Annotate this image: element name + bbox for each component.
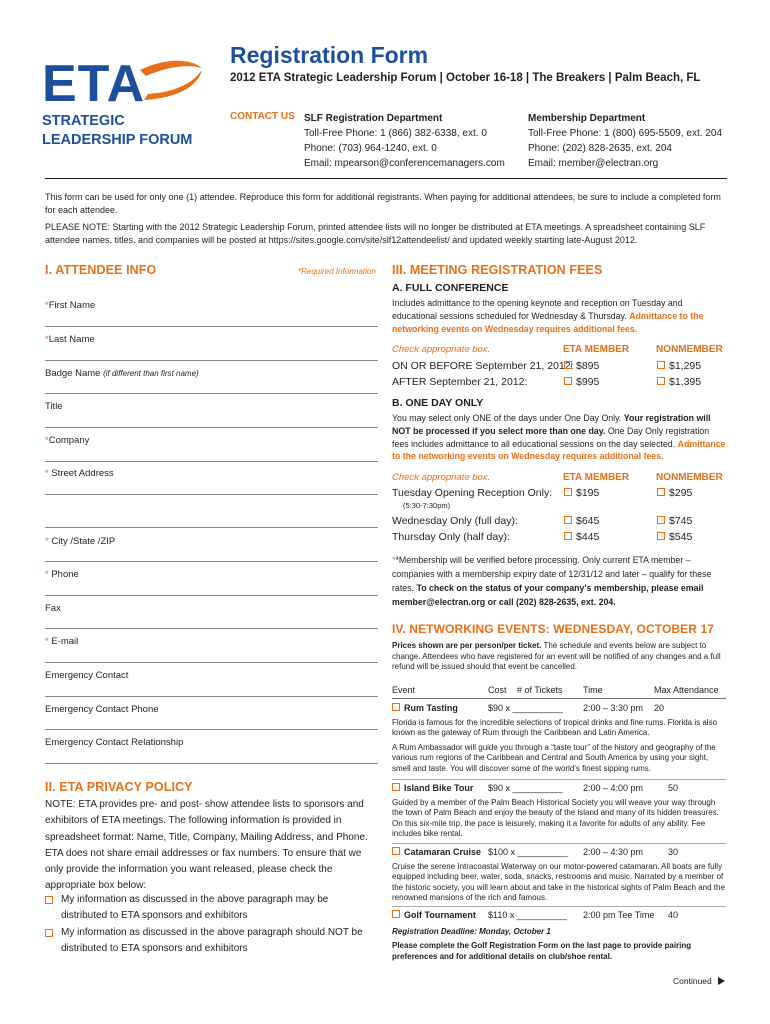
- bike-checkbox[interactable]: [392, 783, 400, 791]
- logo-line-strategic: STRATEGIC: [42, 113, 125, 129]
- privacy-may-checkbox[interactable]: [45, 896, 53, 904]
- col-cost: Cost: [488, 685, 507, 695]
- events-header-rule: [392, 698, 726, 699]
- emergency-contact-field[interactable]: [45, 696, 378, 697]
- membership-phone2: Phone: (202) 828-2635, ext. 204: [528, 143, 672, 154]
- emergency-contact-label: Emergency Contact: [45, 670, 129, 681]
- tue-member-checkbox[interactable]: [564, 488, 572, 496]
- first-name-field[interactable]: [45, 326, 378, 327]
- full-member-col: ETA MEMBER: [563, 344, 630, 355]
- full-early-nonmember-checkbox[interactable]: [657, 361, 665, 369]
- email-label: * E-mail: [45, 636, 79, 647]
- fax-label: Fax: [45, 603, 61, 614]
- oneday-check-label: Check appropriate box.: [392, 472, 491, 483]
- thu-member-checkbox[interactable]: [564, 532, 572, 540]
- title-field[interactable]: [45, 427, 378, 428]
- privacy-policy-heading: II. ETA PRIVACY POLICY: [45, 780, 193, 794]
- tuesday-time: (5:30-7:30pm): [403, 501, 451, 510]
- full-nonmember-col: NONMEMBER: [656, 344, 723, 355]
- city-state-zip-field[interactable]: [45, 561, 378, 562]
- fax-field[interactable]: [45, 628, 378, 629]
- emergency-phone-field[interactable]: [45, 729, 378, 730]
- col-event: Event: [392, 685, 416, 695]
- arrow-right-icon: [718, 977, 725, 985]
- one-day-desc: You may select only ONE of the days under One Day Only. Your registration will NOT be processed if you select more than one day. One Day Only registration fees includes admittance to all educational sessions on the day selected. Admittance to the networking events on Wednesday requires additional fees.: [392, 413, 726, 462]
- badge-name-field[interactable]: [45, 393, 378, 394]
- oneday-nonmember-col: NONMEMBER: [656, 472, 723, 483]
- logo-line-leadership: LEADERSHIP FORUM: [42, 132, 193, 148]
- emergency-relationship-label: Emergency Contact Relationship: [45, 737, 184, 748]
- membership-contact-block: [528, 111, 722, 171]
- col-tickets: # of Tickets: [517, 685, 563, 695]
- oneday-row-tuesday: Tuesday Opening Reception Only: $195 $295: [392, 487, 693, 499]
- full-row-early: ON OR BEFORE September 21, 2012: $895 $1,295: [392, 360, 702, 372]
- last-name-label: *Last Name: [45, 334, 95, 345]
- registration-deadline: Registration Deadline: Monday, October 1: [392, 927, 551, 936]
- rum-desc-2: A Rum Ambassador will guide you through a “taste tour” of the history and geography of the various rum regions of the Caribbean and Central and South America by using your sight, smell and taste. You will discover some of the world's finest sipping rums.: [392, 743, 716, 773]
- privacy-not-checkbox[interactable]: [45, 929, 53, 937]
- slf-dept-name: SLF Registration Department: [304, 113, 443, 124]
- intro-paragraph-1: This form can be used for only one (1) attendee. Reproduce this form for additional registrants. When paying for additional attendees, be sure to include a completed form for each attendee.: [45, 192, 721, 215]
- oneday-member-col: ETA MEMBER: [563, 472, 630, 483]
- full-conference-desc: Includes admittance to the opening keynote and reception on Tuesday and educational sessions scheduled for Wednesday & Thursday. Admittance to the networking events on Wednesday requires additional fees.: [392, 298, 704, 334]
- catamaran-desc: Cruise the serene Intracoastal Waterway on our motor-powered catamaran. All boats are fully equipped including beer, water, soda, snacks, restrooms and music. Narrated by a member of the historic society, you will learn about and take in the historical sights of Palm Beach and the renowned mansions of the rich and famous.: [392, 862, 725, 902]
- rum-checkbox[interactable]: [392, 703, 400, 711]
- slf-email[interactable]: Email: mpearson@conferencemanagers.com: [304, 158, 505, 169]
- tue-nonmember-checkbox[interactable]: [657, 488, 665, 496]
- emergency-relationship-field[interactable]: [45, 763, 378, 764]
- page-subtitle: 2012 ETA Strategic Leadership Forum | October 16-18 | The Breakers | Palm Beach, FL: [230, 72, 701, 84]
- membership-phone1: Toll-Free Phone: 1 (800) 695-5509, ext. 204: [528, 128, 723, 139]
- registration-fees-heading: III. MEETING REGISTRATION FEES: [392, 263, 603, 277]
- oneday-row-wednesday: Wednesday Only (full day): $645 $745: [392, 515, 693, 527]
- privacy-option-not-distribute: My information as discussed in the above paragraph should NOT be distributed to ETA sponsors and exhibitors: [45, 925, 375, 958]
- full-late-member-checkbox[interactable]: [564, 377, 572, 385]
- header-divider: [45, 178, 727, 179]
- oneday-row-thursday: Thursday Only (half day): $445 $545: [392, 531, 693, 543]
- full-check-label: Check appropriate box.: [392, 344, 491, 355]
- full-conference-heading: A. FULL CONFERENCE: [392, 282, 509, 294]
- bike-rule: [392, 843, 726, 844]
- street-address-field-2[interactable]: [45, 527, 378, 528]
- required-info-note: *Required Information: [298, 267, 376, 276]
- company-label: *Company: [45, 435, 90, 446]
- privacy-policy-text: NOTE: ETA provides pre- and post- show attendee lists to sponsors and exhibitors of ETA meetings. The following information is provided in spreadsheet format: Name, Title, Company, Mailing Address, and Phone. ETA does not share email addresses or fax numbers. To ensure that we only provide the information you want released, please check the appropriate box below:: [45, 799, 368, 892]
- networking-events-heading: IV. NETWORKING EVENTS: WEDNESDAY, OCTOBER 17: [392, 622, 715, 636]
- title-label: Title: [45, 401, 63, 412]
- city-state-zip-label: * City /State /ZIP: [45, 536, 116, 547]
- wed-nonmember-checkbox[interactable]: [657, 516, 665, 524]
- badge-name-label: Badge Name (if different than first name): [45, 368, 199, 379]
- membership-email[interactable]: Email: member@electran.org: [528, 158, 659, 169]
- catamaran-rule: [392, 906, 726, 907]
- continued-link[interactable]: Continued: [673, 976, 725, 986]
- street-address-field-1[interactable]: [45, 494, 378, 495]
- attendee-info-heading: I. ATTENDEE INFO: [45, 263, 157, 277]
- email-field[interactable]: [45, 662, 378, 663]
- rum-desc: Florida is famous for the incredible selections of tropical drinks and fine rums. Florida is also known as the gateway of Rum through the Caribbean and Latin America.: [392, 718, 718, 738]
- emergency-phone-label: Emergency Contact Phone: [45, 704, 159, 715]
- full-row-late: AFTER September 21, 2012: $995 $1,395: [392, 376, 702, 388]
- wed-member-checkbox[interactable]: [564, 516, 572, 524]
- slf-phone2: Phone: (703) 964-1240, ext. 0: [304, 143, 437, 154]
- networking-intro: Prices shown are per person/per ticket. The schedule and events below are subject to change. Attendees who have registered for an event will be notified of any changes and a full refund will be issued should that event be cancelled.: [392, 641, 721, 671]
- intro-paragraph-2: PLEASE NOTE: Starting with the 2012 Strategic Leadership Forum, printed attendee lists will no longer be distributed at ETA meetings. A spreadsheet containing SLF attendee names, titles, and companies will be posted at https://sites.google.com/site/slf12attendeelist/ and updated weekly starting late-August 2012.: [45, 222, 706, 245]
- one-day-heading: B. ONE DAY ONLY: [392, 397, 484, 409]
- phone-field[interactable]: [45, 595, 378, 596]
- company-field[interactable]: [45, 461, 378, 462]
- membership-note: **Membership will be verified before processing. Only current ETA member – companies with a membership expiry date of 12/31/12 and later – qualify for these rates. To check on the status of your company's membership, please email member@electran.org or call (202) 828-2635, ext. 204.: [392, 555, 712, 607]
- contact-us-label: CONTACT US: [230, 111, 295, 122]
- full-early-member-checkbox[interactable]: [564, 361, 572, 369]
- phone-label: * Phone: [45, 569, 79, 580]
- last-name-field[interactable]: [45, 360, 378, 361]
- street-address-label: * Street Address: [45, 468, 114, 479]
- slf-contact-block: [304, 111, 505, 171]
- bike-desc: Guided by a member of the Palm Beach Historical Society you will weave your way through the town of Palm Beach and enjoy the beauty of the island and many of its hidden treasures. On this six-mile trip, the pace is leisurely, making it a favorite for adults of any ability. Fee includes bike rental.: [392, 798, 719, 838]
- page-title: Registration Form: [230, 42, 429, 68]
- golf-note: Please complete the Golf Registration Form on the last page to provide pairing preferences and for additional details on club/shoe rental.: [392, 941, 692, 961]
- membership-dept-name: Membership Department: [528, 113, 646, 124]
- col-max: Max Attendance: [654, 685, 719, 695]
- golf-checkbox[interactable]: [392, 910, 400, 918]
- rum-rule: [392, 779, 726, 780]
- slf-phone1: Toll-Free Phone: 1 (866) 382-6338, ext. 0: [304, 128, 487, 139]
- eta-letters: ETA: [42, 55, 146, 113]
- catamaran-checkbox[interactable]: [392, 847, 400, 855]
- privacy-option-may-distribute: My information as discussed in the above paragraph may be distributed to ETA sponsors and exhibitors: [45, 892, 375, 925]
- col-time: Time: [583, 685, 603, 695]
- first-name-label: *First Name: [45, 300, 96, 311]
- full-late-nonmember-checkbox[interactable]: [657, 377, 665, 385]
- thu-nonmember-checkbox[interactable]: [657, 532, 665, 540]
